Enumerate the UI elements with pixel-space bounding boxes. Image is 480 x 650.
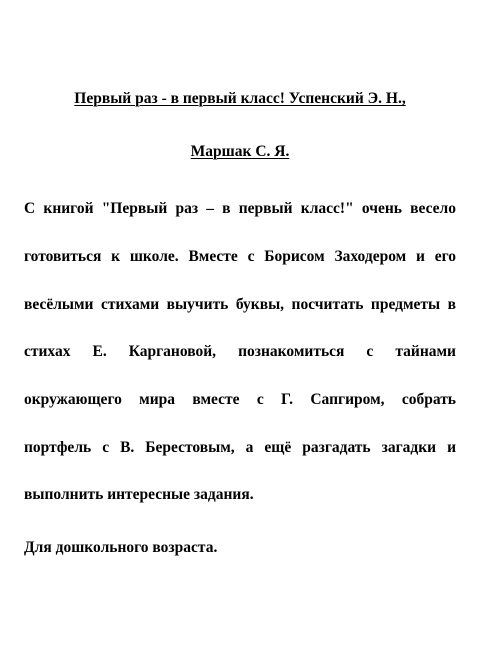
book-title-line-1: Первый раз - в первый класс! Успенский Э. Н., bbox=[74, 90, 406, 107]
description-line-4: стихах Е. Каргановой, познакомиться с тайнами bbox=[24, 343, 456, 360]
age-note: Для дошкольного возраста. bbox=[24, 539, 218, 556]
description-line-1: С книгой "Первый раз – в первый класс!" очень весело bbox=[24, 200, 456, 217]
book-title-line-2: Маршак С. Я. bbox=[190, 143, 290, 160]
description-line-2: готовиться к школе. Вместе с Борисом Заходером и его bbox=[24, 248, 456, 265]
description-line-3: весёлыми стихами выучить буквы, посчитать предметы в bbox=[24, 296, 456, 313]
description-line-5: окружающего мира вместе с Г. Сапгиром, собрать bbox=[24, 391, 456, 408]
description-line-6: портфель с В. Берестовым, а ещё разгадать загадки и bbox=[24, 439, 456, 456]
description-line-7: выполнить интересные задания. bbox=[24, 486, 254, 503]
